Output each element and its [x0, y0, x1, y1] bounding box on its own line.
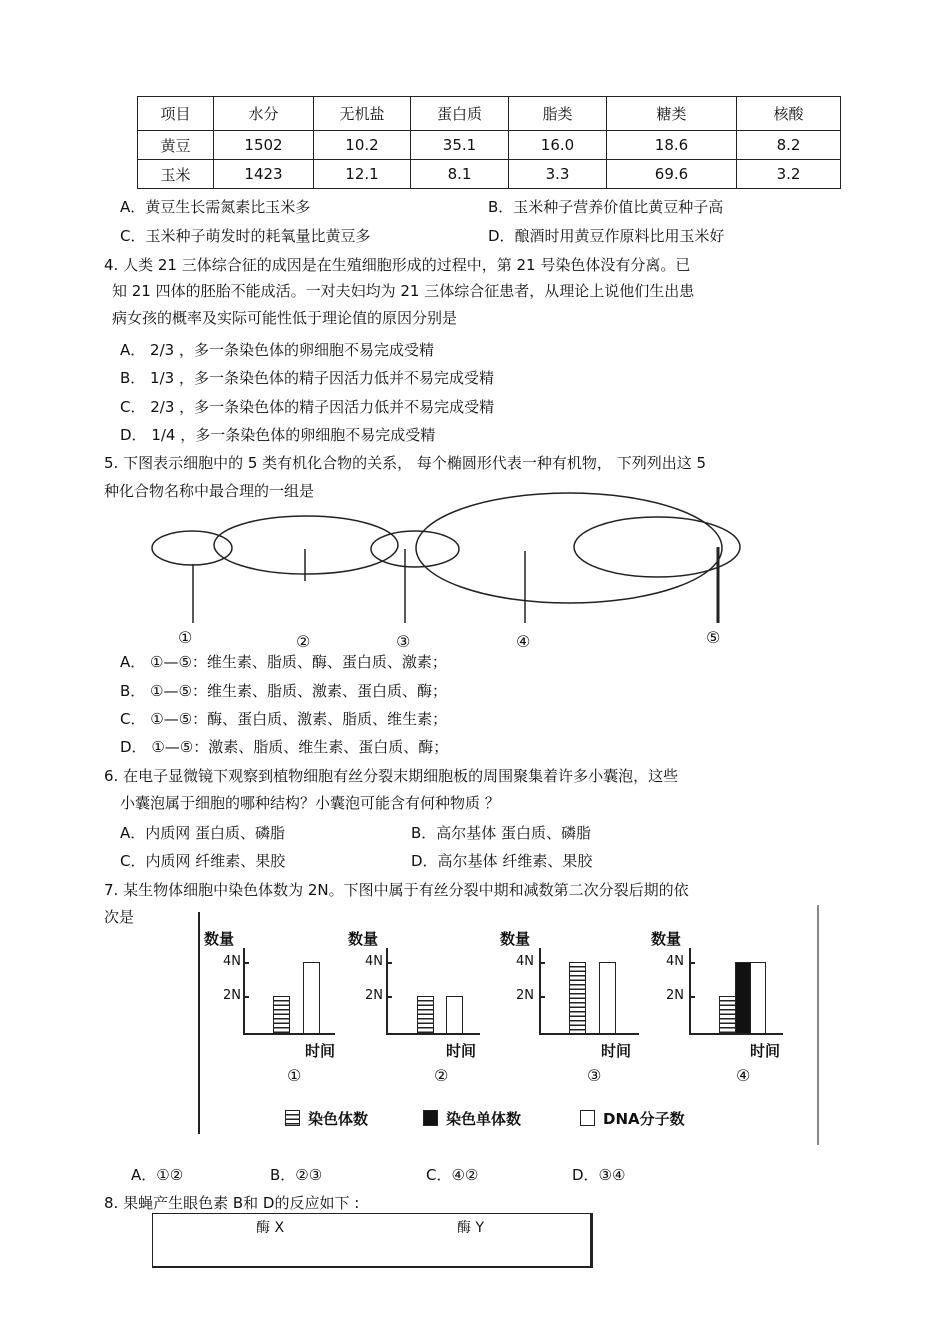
chart-2-tick-4n: 4N [365, 954, 383, 969]
q7-option-d: D．③④ [572, 1166, 626, 1184]
table-cell: 12.1 [314, 160, 411, 189]
q3-option-a: A．黄豆生长需氮素比玉米多 [120, 198, 311, 216]
chart-4-tick-4n: 4N [666, 954, 684, 969]
chart-2-number: ② [434, 1066, 449, 1085]
table-row [138, 160, 841, 189]
chart-3-tick-mark [539, 996, 545, 998]
q5-option-c: C． ①—⑤：酶、蛋白质、激素、脂质、维生素； [120, 710, 448, 728]
q4-line-3: 病女孩的概率及实际可能性低于理论值的原因分别是 [112, 309, 458, 327]
table-cell: 3.2 [737, 160, 841, 189]
ellipse-diagram [140, 485, 760, 625]
chart-1-tick-mark [243, 996, 249, 998]
q4-line-2: 知 21 四体的胚胎不能成活。一对夫妇均为 21 三体综合征患者，从理论上说他们生出患 [112, 282, 695, 300]
chart-3-xlabel: 时间 [601, 1042, 632, 1060]
q7-line-1: 7. 某生物体细胞中染色体数为 2N。下图中属于有丝分裂中期和减数第二次分裂后期的依 [104, 881, 689, 899]
q3-option-d: D．酿酒时用黄豆作原料比用玉米好 [488, 227, 725, 245]
legend-label-chromosome: 染色体数 [308, 1110, 369, 1128]
chart-2-tick-mark [386, 962, 392, 964]
q5-option-b: B． ①—⑤：维生素、脂质、激素、蛋白质、酶； [120, 682, 447, 700]
chart-4-tick-mark [689, 996, 695, 998]
chart-3-tick-4n: 4N [516, 954, 534, 969]
q7-option-a: A．①② [131, 1166, 184, 1184]
chart-2-tick-mark [386, 996, 392, 998]
chart-4-bar-dna [750, 962, 766, 1034]
legend-label-dna: DNA分子数 [603, 1110, 685, 1128]
q7-line-2: 次是 [104, 908, 135, 926]
chart-4-bar-chromatid [735, 962, 751, 1034]
table-cell: 8.1 [411, 160, 509, 189]
chart-1-bar-chromosome [273, 996, 290, 1034]
chart-3-bar-chromosome [569, 962, 586, 1034]
table-cell: 35.1 [411, 131, 509, 160]
enzyme-y-label: 酶 Y [457, 1220, 485, 1236]
q4-option-a: A． 2/3 ，多一条染色体的卵细胞不易完成受精 [120, 341, 434, 359]
diagram-label-2: ② [296, 632, 311, 651]
diagram-label-4: ④ [516, 632, 531, 651]
table-cell: 3.3 [509, 160, 607, 189]
ellipse-5 [574, 517, 740, 577]
panel-border-right [817, 905, 819, 1145]
table-cell: 黄豆 [138, 131, 214, 160]
ellipse-3 [371, 531, 459, 567]
q5-line-2: 种化合物名称中最合理的一组是 [104, 482, 315, 500]
chart-2-ylabel: 数量 [348, 930, 379, 948]
chart-1-tick-4n: 4N [223, 954, 241, 969]
table-header-row [138, 97, 841, 131]
q4-line-1: 4. 人类 21 三体综合征的成因是在生殖细胞形成的过程中，第 21 号染色体没有分离。已 [104, 256, 691, 274]
table-cell: 10.2 [314, 131, 411, 160]
chart-3-tick-2n: 2N [516, 988, 534, 1003]
chart-1-bar-dna [303, 962, 320, 1034]
q4-option-c: C． 2/3 ，多一条染色体的精子因活力低并不易完成受精 [120, 398, 495, 416]
enzyme-x-label: 酶 X [256, 1220, 285, 1236]
q8-line-1: 8. 果蝇产生眼色素 B和 D的反应如下 : [104, 1194, 360, 1212]
diagram-label-1: ① [178, 628, 193, 647]
q6-option-b: B．高尔基体 蛋白质、磷脂 [411, 824, 592, 842]
q5-option-d: D． ①—⑤：激素、脂质、维生素、蛋白质、酶； [120, 738, 449, 756]
chart-3-number: ③ [587, 1066, 602, 1085]
table-cell: 18.6 [607, 131, 737, 160]
table-cell: 8.2 [737, 131, 841, 160]
chart-4-bar-chromosome [719, 996, 736, 1034]
chart-4-number: ④ [736, 1066, 751, 1085]
table-header: 项目 [138, 97, 214, 131]
chart-2-y-axis [386, 948, 388, 1034]
chart-3-tick-mark [539, 962, 545, 964]
table-row [138, 131, 841, 160]
chart-1-ylabel: 数量 [204, 930, 235, 948]
legend-label-chromatid: 染色单体数 [446, 1110, 522, 1128]
chart-3-x-axis [539, 1033, 639, 1035]
q4-option-d: D． 1/4 ，多一条染色体的卵细胞不易完成受精 [120, 426, 436, 444]
chart-1-number: ① [287, 1066, 302, 1085]
chart-2-bar-chromosome [417, 996, 434, 1034]
q5-option-a: A． ①—⑤：维生素、脂质、酶、蛋白质、激素； [120, 653, 447, 671]
q3-option-c: C．玉米种子萌发时的耗氧量比黄豆多 [120, 227, 371, 245]
chart-2-bar-dna [446, 996, 463, 1034]
table-cell: 1423 [214, 160, 314, 189]
chart-1-tick-mark [243, 962, 249, 964]
table-cell: 69.6 [607, 160, 737, 189]
table-header: 无机盐 [314, 97, 411, 131]
table-header: 水分 [214, 97, 314, 131]
diagram-label-5: ⑤ [706, 628, 721, 647]
q7-option-c: C．④② [426, 1166, 479, 1184]
legend-swatch-chromosome [285, 1110, 300, 1126]
chart-4-ylabel: 数量 [651, 930, 682, 948]
q4-option-b: B． 1/3 ，多一条染色体的精子因活力低并不易完成受精 [120, 369, 494, 387]
chart-4-xlabel: 时间 [750, 1042, 781, 1060]
chart-1-y-axis [243, 948, 245, 1034]
q6-line-2: 小囊泡属于细胞的哪种结构？小囊泡可能含有何种物质 ？ [120, 794, 500, 812]
q3-option-b: B．玉米种子营养价值比黄豆种子高 [488, 198, 724, 216]
chart-2-xlabel: 时间 [446, 1042, 477, 1060]
ellipse-1 [152, 531, 232, 565]
chart-1-xlabel: 时间 [305, 1042, 336, 1060]
chart-4-tick-2n: 2N [666, 988, 684, 1003]
chart-3-bar-dna [599, 962, 616, 1034]
table-header: 脂类 [509, 97, 607, 131]
panel-border-left [198, 912, 200, 1134]
chart-3-y-axis [539, 948, 541, 1034]
legend-swatch-dna [580, 1110, 595, 1126]
chart-4-y-axis [689, 948, 691, 1034]
ellipse-4 [416, 493, 722, 603]
chart-3-ylabel: 数量 [500, 930, 531, 948]
table-cell: 玉米 [138, 160, 214, 189]
table-cell: 1502 [214, 131, 314, 160]
legend-swatch-chromatid [423, 1110, 438, 1126]
table-header: 糖类 [607, 97, 737, 131]
table-header: 蛋白质 [411, 97, 509, 131]
table-cell: 16.0 [509, 131, 607, 160]
reaction-box [152, 1213, 593, 1268]
q7-option-b: B．②③ [270, 1166, 323, 1184]
chart-4-tick-mark [689, 962, 695, 964]
nutrition-table [137, 96, 841, 189]
q6-option-c: C．内质网 纤维素、果胶 [120, 852, 286, 870]
chart-1-tick-2n: 2N [223, 988, 241, 1003]
diagram-label-3: ③ [396, 632, 411, 651]
q5-line-1: 5. 下图表示细胞中的 5 类有机化合物的关系， 每个椭圆形代表一种有机物， 下列列出这 5 [104, 454, 707, 472]
q6-option-d: D．高尔基体 纤维素、果胶 [411, 852, 593, 870]
table-header: 核酸 [737, 97, 841, 131]
chart-2-tick-2n: 2N [365, 988, 383, 1003]
ellipse-2 [214, 516, 398, 574]
q6-line-1: 6. 在电子显微镜下观察到植物细胞有丝分裂末期细胞板的周围聚集着许多小囊泡，这些 [104, 767, 679, 785]
q6-option-a: A．内质网 蛋白质、磷脂 [120, 824, 286, 842]
